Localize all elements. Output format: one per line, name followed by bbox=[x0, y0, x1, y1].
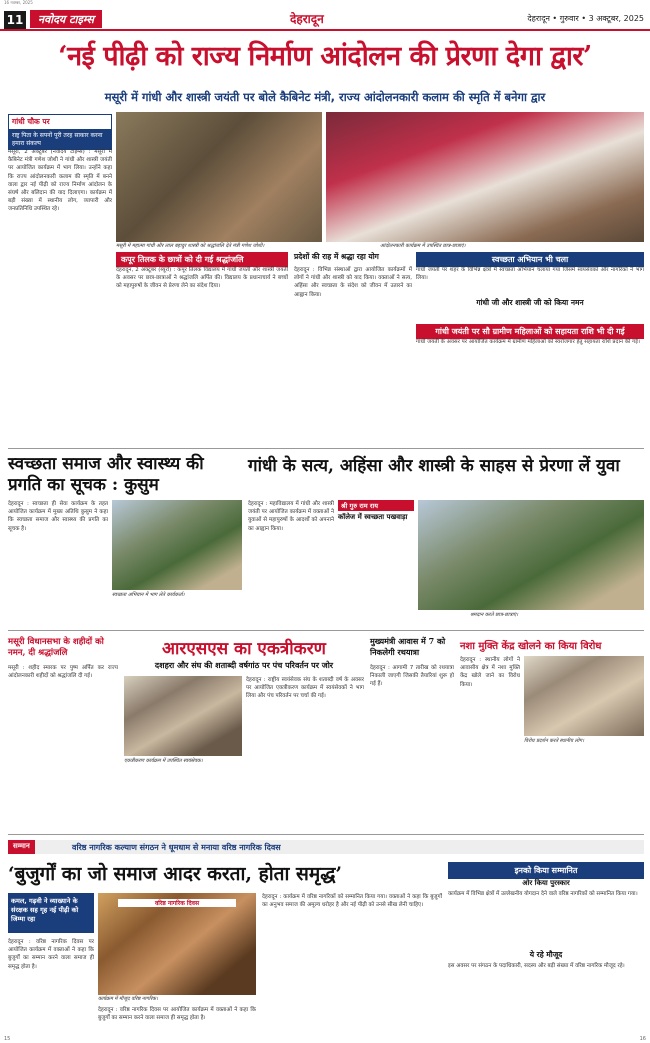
sidebox-title: गांधी चौक पर bbox=[9, 115, 111, 129]
center-photo-caption: श्रमदान करते छात्र-छात्राएं। bbox=[470, 612, 519, 618]
left-story-photo-caption: स्वच्छता अभियान में भाग लेते कार्यकर्ता। bbox=[112, 592, 185, 598]
bottom-headline: ‘बुजुर्गों का जो समाज आदर करता, होता समृद्ध’ bbox=[8, 863, 343, 885]
honor-body2: इस अवसर पर संगठन के पदाधिकारी, सदस्य और बड़ी संख्या में वरिष्ठ नागरिक मौजूद रहे। bbox=[448, 963, 625, 969]
center-subhead: कॉलेज में स्वच्छता पखवाड़ा bbox=[338, 512, 408, 521]
rss-sub: दशहरा और संघ की शताब्दी वर्षगांठ पर पंच परिवर्तन पर जोर bbox=[154, 660, 334, 670]
honor-title: इनको किया सम्मानित bbox=[448, 862, 644, 879]
divider-3 bbox=[8, 834, 644, 835]
story1-title: कपूर तिलक के छात्रों को दी गई श्रद्धांजलि bbox=[116, 252, 288, 267]
divider-2 bbox=[8, 630, 644, 631]
page-number: 11 bbox=[4, 11, 26, 29]
bottom-photo bbox=[98, 893, 256, 995]
honor-sub: ओर किया पुरस्कार bbox=[522, 878, 570, 887]
bottom-band-text: वरिष्ठ नागरिक कल्याण संगठन ने धूमधाम से मनाया वरिष्ठ नागरिक दिवस bbox=[72, 843, 281, 852]
story2-body: देहरादून : विभिन्न संस्थाओं द्वारा आयोजित कार्यक्रमों में लोगों ने गांधी और शास्त्री को याद किया। वक्ताओं ने सत्य, अहिंसा और स्वच्छता के संदेश को जीवन में उतारने का आह्वान किया। bbox=[294, 267, 412, 298]
nasha-photo bbox=[524, 656, 644, 736]
swachh-title: स्वच्छता अभियान भी चला bbox=[416, 252, 644, 267]
bottom-left-title: कमल, गढ़वी ने व्याख्याने के संरक्षक सह गृह नई पीढ़ी को जिम्मा रहा bbox=[8, 893, 94, 933]
sidebox-sub: राष्ट्र पिता के सपनों पूरी तरह साकार करना हमारा संकल्प bbox=[9, 129, 111, 149]
page-header bbox=[0, 7, 650, 31]
bottom-band-label: सम्मान bbox=[8, 840, 35, 854]
rss-photo bbox=[124, 676, 242, 756]
lead-subheadline: मसूरी में गांधी और शास्त्री जयंती पर बोले कैबिनेट मंत्री, राज्य आंदोलनकारी कलाम की स्मृति में बनेगा द्वार bbox=[104, 90, 546, 104]
lead-headline: ‘नई पीढ़ी को राज्य निर्माण आंदोलन की प्रेरणा देगा द्वार’ bbox=[58, 41, 592, 72]
nasha-photo-caption: विरोध प्रदर्शन करते स्थानीय लोग। bbox=[524, 738, 584, 744]
footer-left: 15 bbox=[4, 1036, 11, 1042]
lead-photo-2-caption: आंदोलनकारी कार्यक्रम में उपस्थित छात्र-छात्राएं। bbox=[380, 243, 466, 249]
left-story-photo bbox=[112, 500, 242, 590]
bottom-photo-text: देहरादून : वरिष्ठ नागरिक दिवस पर आयोजित कार्यक्रम में वक्ताओं ने कहा कि बुजुर्गों का सम्मान करने वाला समाज ही समृद्ध होता है। bbox=[98, 1007, 256, 1022]
bottom-left-body: देहरादून : वरिष्ठ नागरिक दिवस पर आयोजित कार्यक्रम में वक्ताओं ने कहा कि बुजुर्गों का सम्मान करने वाला समाज ही समृद्ध होता है। bbox=[8, 939, 94, 970]
lead-body: मसूरी, 2 अक्टूबर (नवोदय टाइम्स) : मसूरी में कैबिनेट मंत्री गणेश जोशी ने गांधी और शास्त्री जयंती पर आयोजित कार्यक्रम में भाग लिया। उन्होंने कहा कि राज्य आंदोलनकारी कलाम की स्मृति में बनने वाला द्वार नई पीढ़ी को राज्य निर्माण आंदोलन के संघर्ष और बलिदान की याद दिलाएगा। कार्यक्रम में बड़ी संख्या में स्थानीय लोग, व्यापारी और जनप्रतिनिधि उपस्थित रहे। bbox=[8, 149, 112, 213]
bhawan-body: देहरादून : आगामी 7 तारीख को रथयात्रा निकाली जाएगी जिसकी तैयारियां शुरू हो गई हैं। bbox=[370, 665, 454, 688]
bottom-photo-banner: वरिष्ठ नागरिक दिवस bbox=[118, 899, 236, 907]
story1-body: देहरादून, 2 अक्टूबर (ब्यूरो) : कपूर तिलक विद्यालय में गांधी जयंती और शास्त्री जयंती के अवसर पर छात्र-छात्राओं ने श्रद्धांजलि अर्पित की। विद्यालय के प्रधानाचार्य ने बच्चों को महापुरुषों के जीवन से प्रेरणा लेने का संदेश दिया। bbox=[116, 267, 288, 290]
bottom-mid-body: देहरादून : कार्यक्रम में वरिष्ठ नागरिकों को सम्मानित किया गया। वक्ताओं ने कहा कि बुजुर्गों का अनुभव समाज की अमूल्य धरोहर है और नई पीढ़ी को उनसे सीख लेनी चाहिए। bbox=[262, 894, 442, 909]
nasha-body: देहरादून : स्थानीय लोगों ने आवासीय क्षेत्र में नशा मुक्ति केंद्र खोले जाने का विरोध किया। bbox=[460, 657, 520, 688]
swachh-body: गांधी जयंती पर शहर के विभिन्न क्षेत्रों में स्वच्छता अभियान चलाया गया जिसमें स्वयंसेवकों और नागरिकों ने भाग लिया। bbox=[416, 267, 644, 282]
bottom-photo-image bbox=[98, 893, 256, 995]
center-photo bbox=[418, 500, 644, 610]
center-kicker: श्री गुरु राम राय bbox=[338, 500, 414, 511]
brand-logo: नवोदय टाइम्स bbox=[30, 10, 102, 28]
center-story-headline: गांधी के सत्य, अहिंसा और शास्त्री के साहस से प्रेरणा लें युवा bbox=[248, 456, 620, 476]
divider-1 bbox=[8, 448, 644, 449]
dateline: देहरादून • गुरुवार • 3 अक्टूबर, 2025 bbox=[527, 14, 644, 23]
lead-photo-1 bbox=[116, 112, 322, 242]
story2-title: प्रदेशों की राह में श्रद्धा रहा योग bbox=[294, 252, 379, 261]
row3-left-title: मसूरी विधानसभा के शहीदों को नमन, दी श्रद्धांजलि bbox=[8, 637, 104, 658]
blue-head: गांधी जयंती पर सौ ग्रामीण महिलाओं को सहायता राशि भी दी गई bbox=[416, 324, 644, 339]
bottom-band bbox=[8, 840, 644, 854]
left-story-headline: स्वच्छता समाज और स्वास्थ्य की प्रगति का सूचक : कुसुम bbox=[8, 454, 204, 495]
gandhi-head: गांधी जी और शास्त्री जी को किया नमन bbox=[476, 298, 584, 307]
city-band: देहरादून bbox=[290, 12, 324, 26]
left-story-body: देहरादून : स्वच्छता ही सेवा कार्यक्रम के तहत आयोजित कार्यक्रम में मुख्य अतिथि कुसुम ने कहा कि स्वच्छता समाज और स्वास्थ्य की प्रगति का सूचक है। bbox=[8, 501, 108, 532]
rss-photo-caption: एकत्रीकरण कार्यक्रम में उपस्थित स्वयंसेवक। bbox=[124, 758, 203, 764]
bottom-photo-caption: कार्यक्रम में मौजूद वरिष्ठ नागरिक। bbox=[98, 996, 158, 1002]
lead-photo-2 bbox=[326, 112, 644, 242]
footer-right: 16 bbox=[639, 1036, 646, 1042]
center-body: देहरादून : महाविद्यालय में गांधी और शास्त्री जयंती पर आयोजित कार्यक्रम में वक्ताओं ने युवाओं से महापुरुषों के आदर्शों को अपनाने का आह्वान किया। bbox=[248, 501, 334, 532]
lead-photo-1-caption: मसूरी में महात्मा गांधी और लाल बहादुर शास्त्री को श्रद्धांजलि देते मंत्री गणेश जोशी। bbox=[116, 243, 265, 249]
blue-body: गांधी जयंती के अवसर पर आयोजित कार्यक्रम में ग्रामीण महिलाओं को स्वरोजगार हेतु सहायता राशि प्रदान की गई। bbox=[416, 339, 640, 345]
bhawan-title: मुख्यमंत्री आवास में 7 को निकलेगी रथयात्रा bbox=[370, 636, 446, 657]
lead-sidebox bbox=[8, 114, 112, 150]
top-strip: 16 नवम्बर, 2025 bbox=[4, 0, 33, 5]
honor-body: कार्यक्रम में विभिन्न क्षेत्रों में उल्लेखनीय योगदान देने वाले वरिष्ठ नागरिकों को सम्मानित किया गया। bbox=[448, 891, 638, 897]
rss-title: आरएसएस का एकत्रीकरण bbox=[162, 639, 326, 659]
nasha-title: नशा मुक्ति केंद्र खोलने का किया विरोध bbox=[460, 641, 602, 652]
row3-left-body: मसूरी : शहीद स्मारक पर पुष्प अर्पित कर राज्य आंदोलनकारी शहीदों को श्रद्धांजलि दी गई। bbox=[8, 665, 118, 680]
honor-sub2: ये रहे मौजूद bbox=[529, 950, 563, 959]
rss-body: देहरादून : राष्ट्रीय स्वयंसेवक संघ के शताब्दी वर्ष के अवसर पर आयोजित एकत्रीकरण कार्यक्रम में स्वयंसेवकों ने भाग लिया और पंच परिवर्तन पर चर्चा की गई। bbox=[246, 677, 364, 700]
